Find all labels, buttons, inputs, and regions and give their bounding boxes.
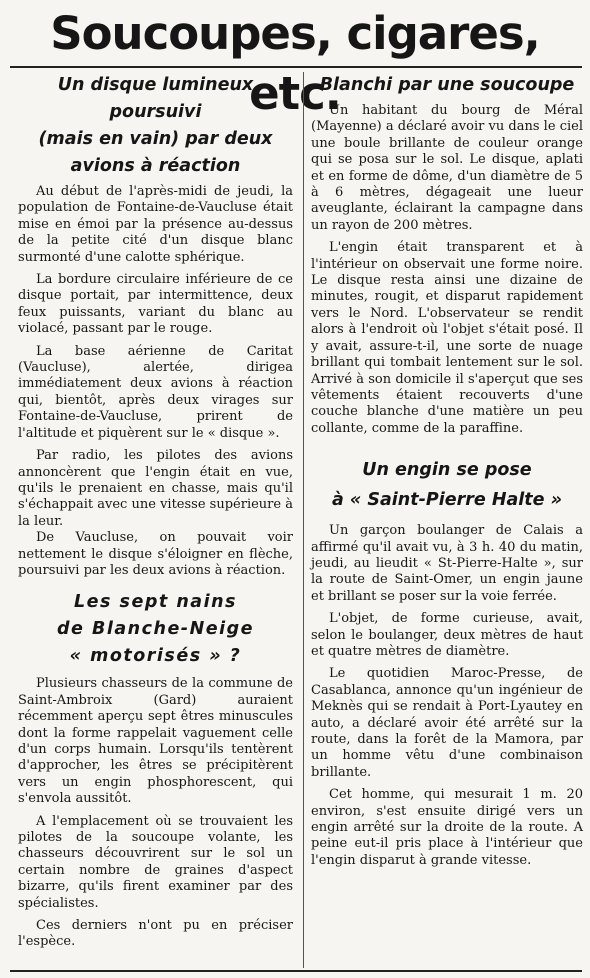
paragraph: L'objet, de forme curieuse, avait, selon le boulanger, deux mètres de haut et quatre mètres de diamètre.	[311, 611, 583, 659]
paragraph: Le quotidien Maroc-Presse, de Casablanca, annonce qu'un ingénieur de Meknès qui se rendait à Port-Lyautey en auto, a déclaré avoir été arrêté sur la route, dans la forêt de la Mamora, par un homme vêtu d'une combinaison brillante.	[311, 666, 583, 780]
paragraph: A l'emplacement où se trouvaient les pilotes de la soucoupe volante, les chasseurs découvrirent sur le sol un certain nombre de graines d'aspect bizarre, qu'ils firent examiner par des spécialistes.	[18, 813, 293, 911]
subheading-line: de Blanche-Neige	[57, 619, 254, 640]
subheading-line: Les sept nains	[74, 592, 237, 613]
paragraph: L'engin était transparent et à l'intérieur on observait une forme noire. Le disque resta ainsi une dizaine de minutes, rougit, et disparut rapidement vers le Nord. L'observateur se rendit alors à l'endroit où l'objet s'était posé. Il y avait, assure-t-il, une sorte de nuage brillant qui tombait lentement sur le sol. Arrivé à son domicile il s'aperçut que ses vêtements étaient recouverts d'une couche blanche d'une matière un peu collante, comme de la paraffine.	[311, 240, 583, 436]
paragraph: Au début de l'après-midi de jeudi, la population de Fontaine-de-Vaucluse était mise en émoi par la présence au-dessus de la petite cité d'un disque blanc surmonté d'une calotte sphérique.	[18, 184, 293, 265]
subheading-line: Blanchi par une soucoupe	[319, 75, 575, 95]
paragraph: Plusieurs chasseurs de la commune de Saint-Ambroix (Gard) auraient récemment aperçu sept êtres minuscules dont la forme rappelait vaguement celle d'un corps humain. Lorsqu'ils tentèrent d'approcher, les êtres se précipitèrent vers un engin phosphorescent, qui s'envola aussitôt.	[18, 676, 293, 807]
paragraph: La base aérienne de Caritat (Vaucluse), alertée, dirigea immédiatement deux avions à réaction qui, bientôt, après deux virages sur Fontaine-de-Vaucluse, prirent de l'altitude et piquèrent sur le « disque ».	[18, 343, 293, 441]
subheading-disque-lumineux	[18, 72, 293, 180]
subheading-line: avions à réaction	[70, 156, 241, 176]
subheading-blanchi	[311, 72, 583, 99]
bottom-rule	[10, 970, 582, 972]
subheading-line: Un engin se pose	[362, 460, 532, 481]
subheading-saint-pierre	[311, 455, 583, 515]
paragraph: La bordure circulaire inférieure de ce disque portait, par intermittence, deux feux puissants, variant du blanc au violacé, passant par le rouge.	[18, 272, 293, 337]
top-rule	[10, 66, 582, 68]
paragraph: Un habitant du bourg de Méral (Mayenne) a déclaré avoir vu dans le ciel une boule brillante de couleur orange qui se posa sur le sol. Le disque, aplati et en forme de dôme, d'un diamètre de 5 à 6 mètres, dégageait une lueur aveuglante, éclairant la campagne dans un rayon de 200 mètres.	[311, 103, 583, 233]
headline: Soucoupes, cigares, etc.	[50, 7, 540, 120]
subheading-line: à « Saint-Pierre Halte »	[332, 490, 562, 511]
paragraph: Cet homme, qui mesurait 1 m. 20 environ, s'est ensuite dirigé vers un engin arrêté sur la droite de la route. A peine eut-il pris place à l'intérieur que l'engin disparut à grande vitesse.	[311, 787, 583, 868]
paragraph: Par radio, les pilotes des avions annoncèrent que l'engin était en vue, qu'ils le prenaient en chasse, mais qu'il s'échappait avec une vitesse supérieure à la leur.	[18, 448, 293, 529]
paragraph: Ces derniers n'ont pu en préciser l'espèce.	[18, 918, 293, 950]
subheading-sept-nains	[18, 589, 293, 670]
paragraph: De Vaucluse, on pouvait voir nettement le disque s'éloigner en flèche, poursuivi par les deux avions à réaction.	[18, 530, 293, 578]
subheading-line: Un disque lumineux poursuivi	[57, 75, 254, 122]
subheading-line: (mais en vain) par deux	[38, 129, 273, 149]
column-divider	[303, 72, 304, 968]
paragraph: Un garçon boulanger de Calais a affirmé qu'il avait vu, à 3 h. 40 du matin, jeudi, au lieudit « St-Pierre-Halte », sur la route de Saint-Omer, un engin jaune et brillant se poser sur la voie ferrée.	[311, 523, 583, 604]
right-column	[311, 72, 583, 869]
left-column	[18, 72, 293, 951]
subheading-line: « motorisés » ?	[69, 646, 242, 667]
